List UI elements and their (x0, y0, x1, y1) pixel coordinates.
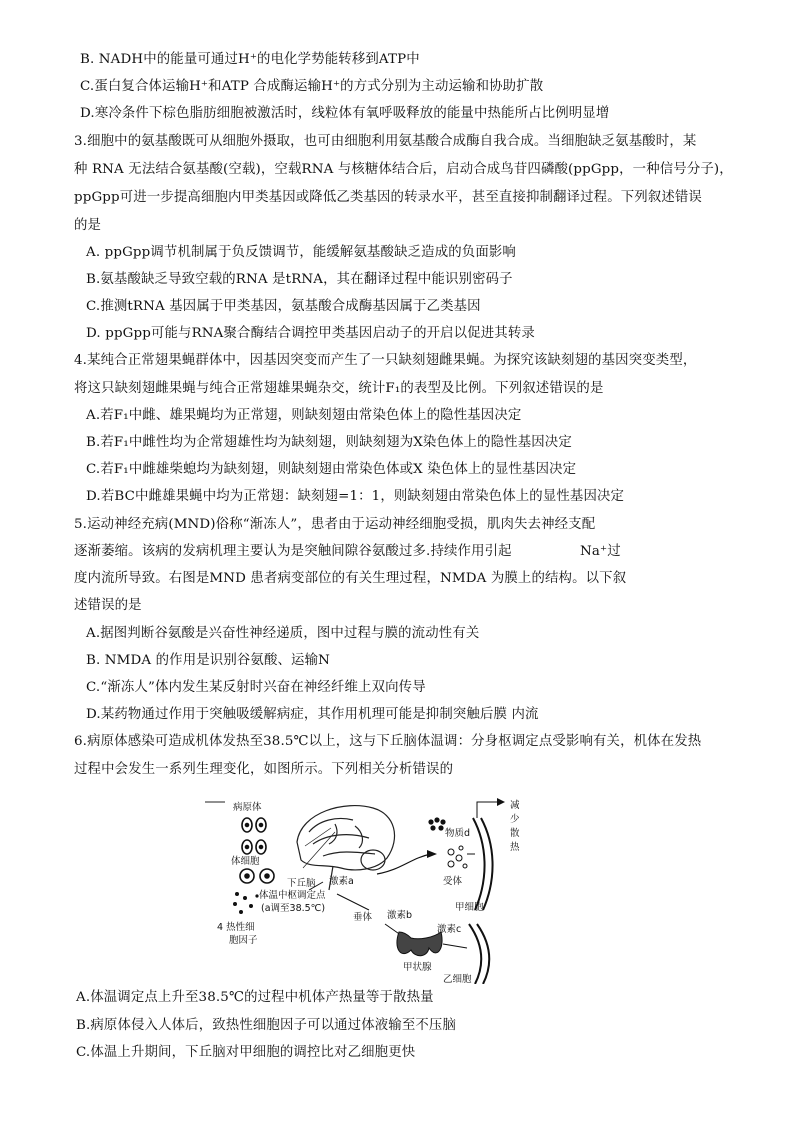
label-pyrogenic-1: 4 热性细 (217, 922, 255, 933)
q2-option-c: C.蛋白复合体运输H⁺和ATP 合成酶运输H⁺的方式分别为主动运输和协助扩散 (80, 79, 544, 94)
q2-option-b: B. NADH中的能量可通过H⁺的电化学势能转移到ATP中 (80, 52, 420, 67)
label-hormone-c: 激素c (437, 924, 462, 935)
q5-option-a: A.据图判断谷氨酸是兴奋性神经递质，图中过程与膜的流动性有关 (86, 626, 480, 641)
label-reduce-4: 热 (510, 842, 520, 853)
label-reduce-3: 散 (510, 828, 520, 839)
label-receptor: 受体 (443, 876, 463, 887)
q3-stem-line-2: 种 RNA 无法结合氨基酸(空载)，空载RNA 与核糖体结合后，启动合成鸟苷四磷酸(ppGpp，一种信号分子)， (74, 162, 733, 177)
q4-stem-line-2: 将这只缺刻翅雌果蝇与纯合正常翅雄果蝇杂交，统计F₁的表型及比例。下列叙述错误的是 (74, 381, 604, 396)
label-pathogen: 病原体 (233, 802, 262, 813)
q2-option-d: D.寒冷条件下棕色脂肪细胞被激活时，线粒体有氧呼吸释放的能量中热能所占比例明显增 (80, 106, 610, 121)
q3-option-a: A. ppGpp调节机制属于负反馈调节，能缓解氨基酸缺乏造成的负面影响 (86, 245, 516, 260)
q5-stem-na-tail: Na⁺过 (580, 544, 621, 559)
cell-b-membrane-icon (469, 924, 489, 984)
q5-stem-line-3: 度内流所导致。右图是MND 患者病变部位的有关生理过程，NMDA 为膜上的结构。以下叙 (74, 571, 627, 586)
q3-option-c: C.推测tRNA 基因属于甲类基因，氨基酸合成酶基因属于乙类基因 (86, 299, 481, 314)
label-center-setpoint: 体温中枢调定点 (259, 890, 326, 901)
substance-d-icon (428, 817, 445, 830)
q5-stem-line-2: 逐渐萎缩。该病的发病机理主要认为是突触间隙谷氨酸过多.持续作用引起 (74, 544, 512, 559)
q4-stem-line-1: 4.某纯合正常翅果蝇群体中，因基因突变而产生了一只缺刻翅雌果蝇。为探究该缺刻翅的基因突变类型， (74, 353, 697, 368)
label-body-cell: 体细胞 (231, 856, 260, 867)
q6-option-a: A.体温调定点上升至38.5℃的过程中机体产热量等于散热量 (76, 990, 434, 1005)
q4-option-b: B.若F₁中雌性均为企常翅雄性均为缺刻翅，则缺刻翅为X染色体上的隐性基因决定 (86, 435, 572, 450)
q6-option-b: B.病原体侵入人体后，致热性细胞因子可以通过体液输至不压脑 (76, 1018, 456, 1033)
q4-option-a: A.若F₁中雌、雄果蝇均为正常翅，则缺刻翅由常染色体上的隐性基因决定 (86, 408, 522, 423)
label-reduce-2: 少 (510, 814, 520, 825)
q3-option-b: B.氨基酸缺乏导致空载的RNA 是tRNA，其在翻译过程中能识别密码子 (86, 272, 513, 287)
label-hormone-b: 激素b (387, 910, 413, 921)
label-reduce-1: 减 (510, 800, 520, 811)
label-cell-b: 乙细胞 (443, 974, 472, 984)
label-hypothalamus: 下丘脑 (287, 878, 316, 889)
q5-stem-line-4: 述错误的是 (74, 598, 142, 613)
label-thyroid: 甲状腺 (403, 962, 432, 973)
q3-stem-line-1: 3.细胞中的氨基酸既可从细胞外摄取，也可由细胞利用氨基酸合成酶自我合成。当细胞缺乏氨基酸时，某 (74, 134, 697, 149)
q4-option-c: C.若F₁中雌雄柴螅均为缺刻翅，则缺刻翅由常染色体或X 染色体上的显性基因决定 (86, 462, 577, 477)
q6-stem-line-1: 6.病原体感染可造成机体发热至38.5℃以上，这与下丘脑体温调：分身枢调定点受影响有关，机体在发热 (74, 734, 702, 749)
q5-option-c: C.“渐冻人”体内发生某反射时兴奋在神经纤维上双向传导 (86, 680, 426, 695)
label-pyrogenic-2: 胞因子 (229, 935, 258, 946)
q5-stem-line-1: 5.运动神经充病(MND)俗称“渐冻人”，患者由于运动神经细胞受损，肌肉失去神经支配 (74, 517, 596, 532)
label-hormone-a: 激素a (329, 876, 354, 887)
q3-stem-line-4: 的是 (74, 218, 102, 233)
synapse-vesicles-icon (448, 846, 467, 868)
label-pituitary: 垂体 (353, 912, 373, 923)
q3-stem-line-3: ppGpp可进一步提高细胞内甲类基因或降低乙类基因的转录水平，甚至直接抑制翻译过程。下列叙述错误 (74, 190, 702, 205)
q5-option-d: D.某药物通过作用于突触吸缓解病症，其作用机理可能是抑制突触后膜 内流 (86, 707, 539, 722)
q6-stem-line-2: 过程中会发生一系列生理变化，如图所示。下列相关分析错误的 (74, 762, 454, 777)
label-substance-d: 物质d (445, 828, 471, 839)
cytokine-dots-icon (233, 892, 259, 914)
label-setpoint-note: (a调至38.5℃) (261, 903, 326, 914)
cell-a-membrane-icon (473, 818, 493, 910)
q3-option-d: D. ppGpp可能与RNA聚合酶结合调控甲类基因启动子的开启以促进其转录 (86, 326, 535, 341)
q6-option-c: C.体温上升期间，下丘脑对甲细胞的调控比对乙细胞更快 (76, 1045, 416, 1060)
q5-option-b: B. NMDA 的作用是识别谷氨酸、运输N (86, 653, 330, 668)
pathogen-icon (242, 818, 266, 854)
thyroid-icon (397, 932, 442, 956)
q4-option-d: D.若BC中雌雄果蝇中均为正常翅：缺刻翅=1：1，则缺刻翅由常染色体上的显性基因决定 (86, 489, 625, 504)
thermoregulation-figure (205, 798, 535, 984)
label-cell-a: 甲细胞 (455, 902, 484, 913)
body-cell-icon (240, 869, 274, 883)
